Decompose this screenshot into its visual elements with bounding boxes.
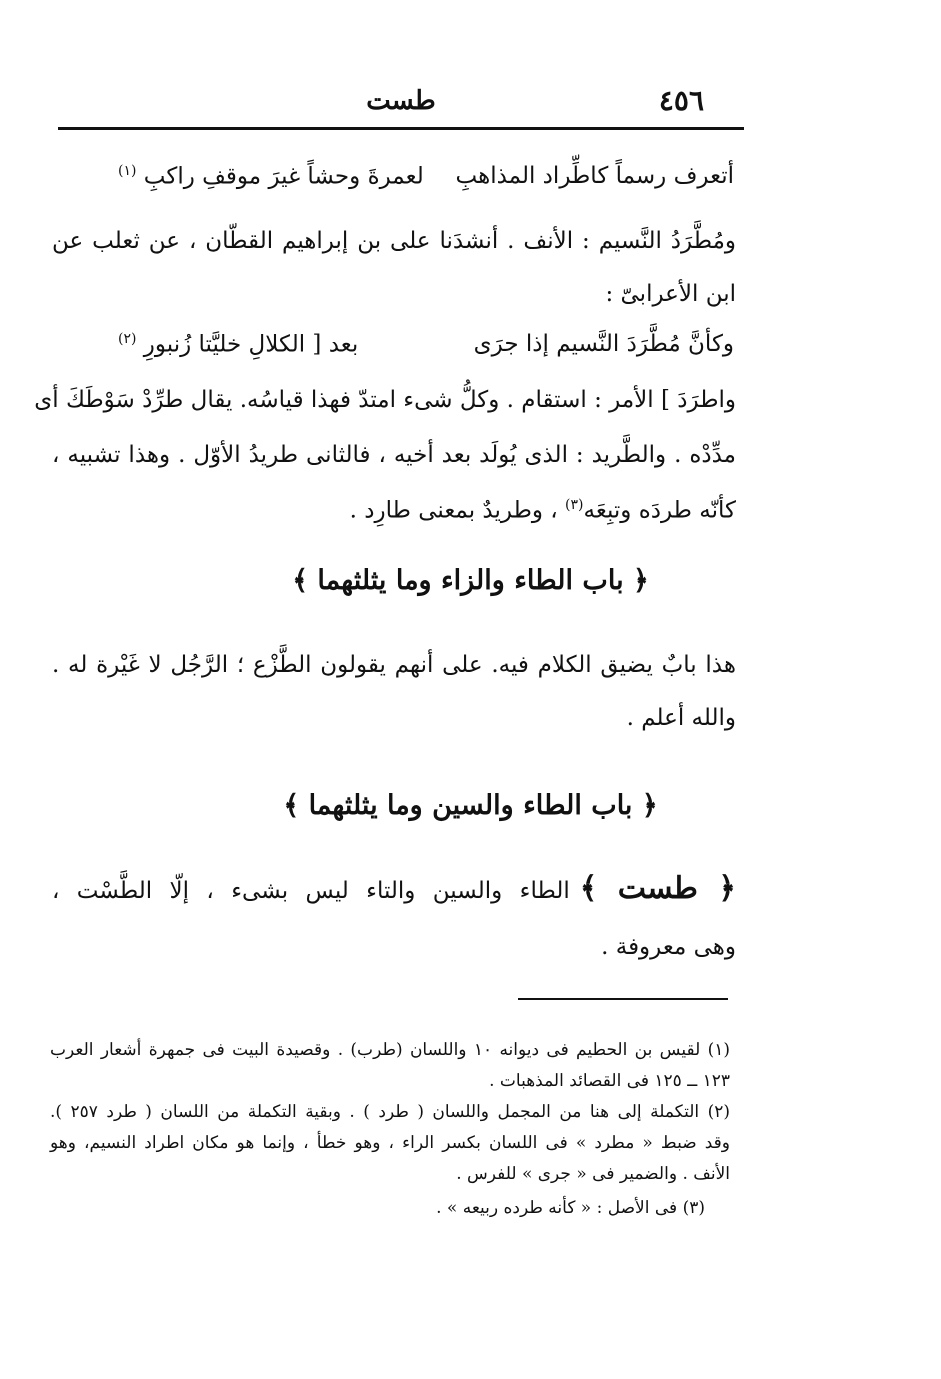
text-line: ومُطَّرَدُ النَّسيم : الأنف . أنشدَنا على بن إبراهيم القطّان ، عن ثعلب عن: [52, 228, 736, 254]
text-line: هذا بابٌ يضيق الكلام فيه. على أنهم يقولون الطَّزْع ؛ الرَّجُل لا غَيْرة له .: [52, 652, 736, 678]
text-line: ابن الأعرابىّ :: [605, 281, 736, 307]
verse-line: [118, 163, 734, 191]
footnote-line: (٢) التكملة إلى هنا من المجمل واللسان ( طرد ) . وبقية التكملة من اللسان ( طرد ٢٥٧ ).: [50, 1102, 730, 1122]
footnote-marker: (١): [118, 163, 137, 179]
footnote-line: وقد ضبط « مطرد » فى اللسان بكسر الراء ، وهو خطأ ، وإنما هو مكان اطراد النسيم، وهو: [50, 1133, 730, 1153]
entry-word: ﴿ طست ﴾: [579, 871, 736, 906]
text-line: واطرَدَ ] الأمر : استقام . وكلُّ شىء امتدّ فهذا قياسُه. يقال طرِّدْ سَوْطَكَ أى: [34, 387, 736, 413]
verse-hemistich-first: أتعرف رسماً كاطِّراد المذاهبِ: [455, 163, 734, 189]
text-line: كأنّه طردَه وتبِعَه$^{(٣)}$ ، وطريدٌ بمعنى طارِد .: [349, 497, 736, 524]
page-header: [58, 80, 744, 124]
footnote-marker: (٣): [565, 497, 584, 513]
verse-hemistich-second: لعمرةَ وحشاً غيرَ موقفِ راكبِ $^{(١)}$: [118, 163, 424, 190]
footnote-line: الأنف . والضمير فى « جرى » للفرس .: [456, 1164, 730, 1184]
text-line: مدِّدْه . والطَّريد : الذى يُولَد بعد أخيه ، فالثانى طريدُ الأوّل . وهذا تشبيه ،: [52, 442, 736, 468]
footnote-line: ١٢٣ ــ ١٢٥ فى القصائد المذهبات .: [489, 1071, 730, 1091]
text-line: والله أعلم .: [626, 705, 736, 731]
section-heading: ﴿ باب الطاء والزاء وما يثلثهما ﴾: [292, 565, 649, 596]
entry-line: ﴿ طست ﴾الطاء والسين والتاء ليس بشىء ، إلّا الطَّسْت ،: [52, 871, 736, 906]
footnote-line: (٣) فى الأصل : « كأنه طرده ربيعه » .: [436, 1198, 705, 1218]
footnote-marker: (٢): [118, 331, 137, 347]
footnote-rule: [518, 998, 728, 1000]
page-number: ٤٥٦: [658, 84, 704, 117]
header-rule: [58, 127, 744, 130]
section-heading: ﴿ باب الطاء والسين وما يثلثهما ﴾: [283, 790, 658, 821]
text-line: وهى معروفة .: [601, 934, 736, 960]
verse-line: [118, 331, 734, 359]
footnote-line: (١) لقيس بن الحطيم فى ديوانه ١٠ واللسان (طرب) . وقصيدة البيت فى جمهرة أشعار العرب: [50, 1040, 730, 1060]
verse-hemistich-second: بعد [ الكلالِ خليَّتا زُنبورِ $^{(٢)}$: [118, 331, 359, 358]
verse-hemistich-first: وكأنَّ مُطَّرَدَ النَّسيم إذا جرَى: [473, 331, 734, 357]
running-title: طست: [366, 86, 436, 116]
